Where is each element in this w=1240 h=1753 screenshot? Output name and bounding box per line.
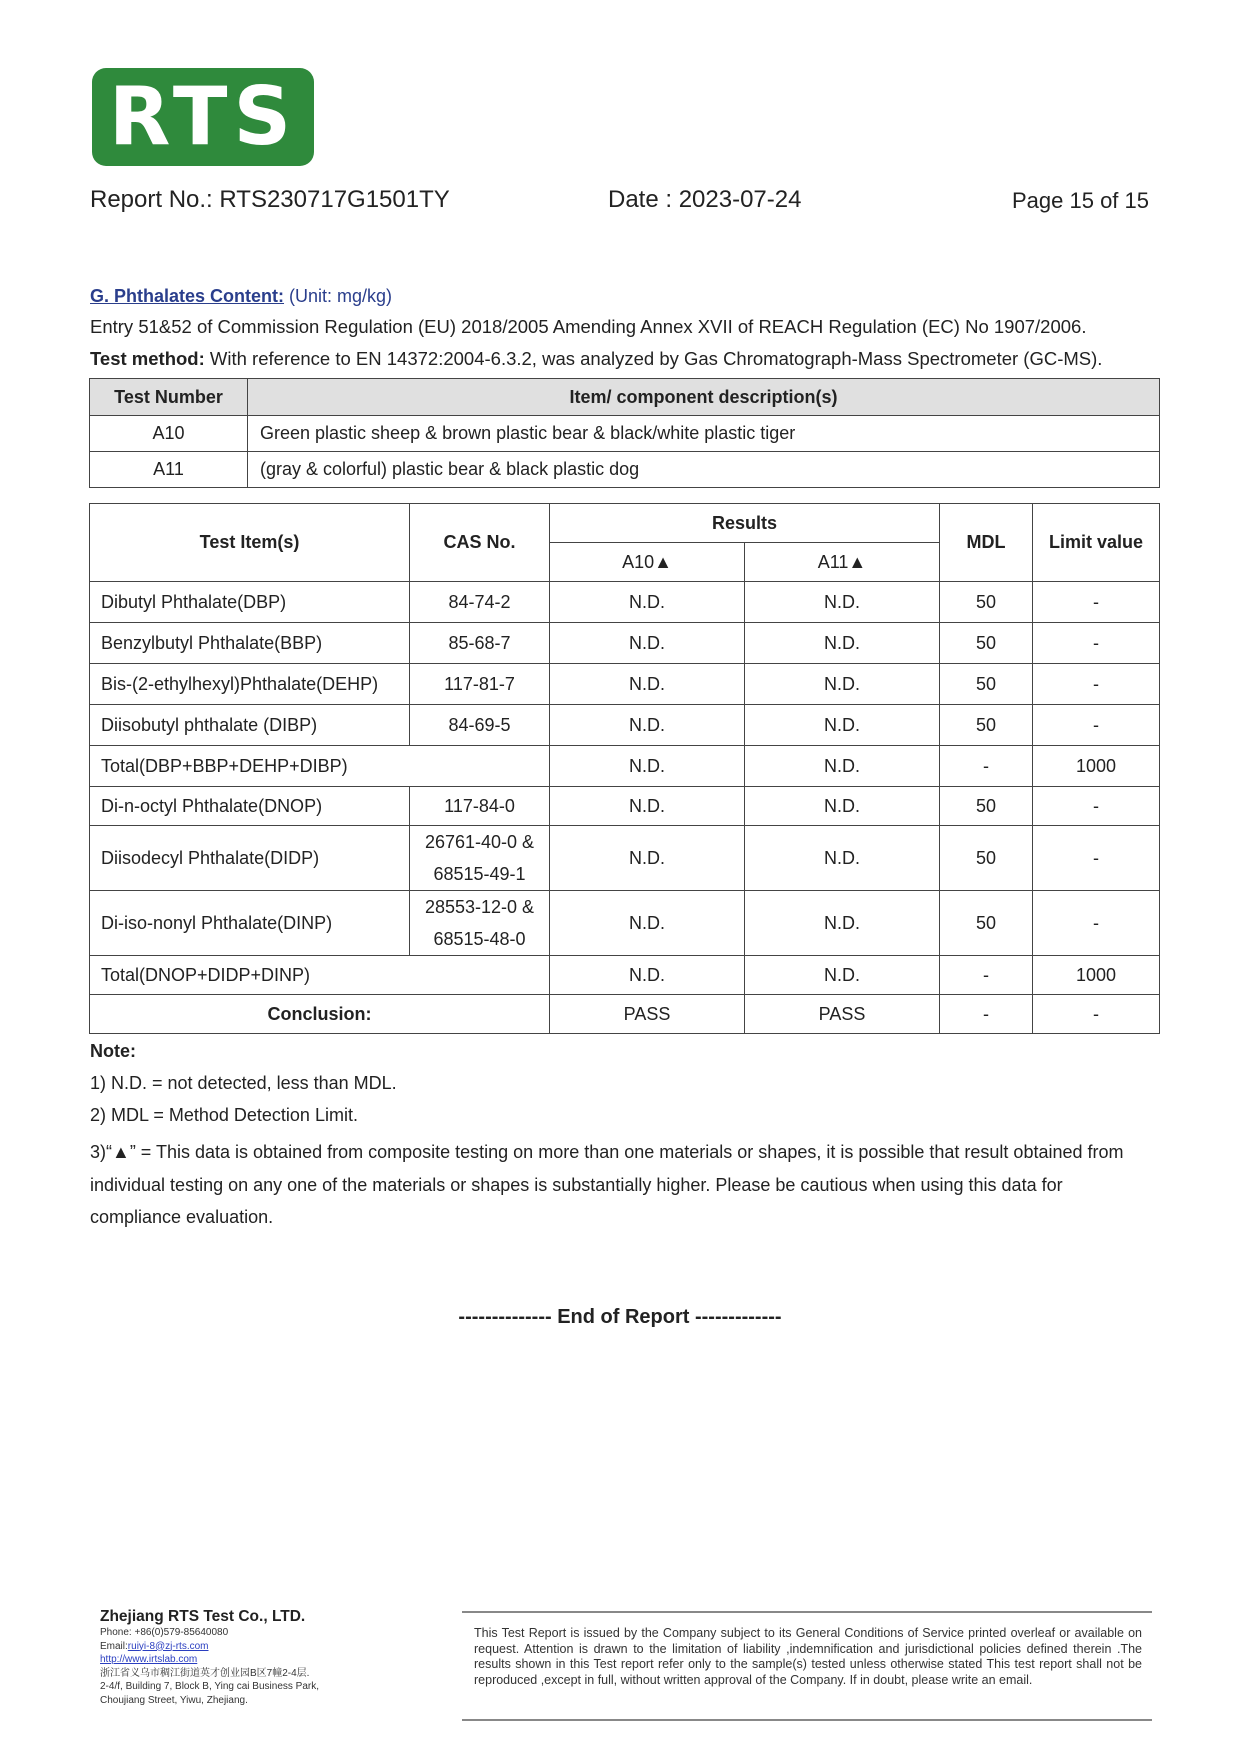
result-a11: N.D.: [745, 891, 940, 956]
section-unit: (Unit: mg/kg): [284, 286, 393, 306]
footer-company: Zhejiang RTS Test Co., LTD.: [100, 1608, 306, 1625]
limit-value: 1000: [1033, 956, 1160, 995]
sample-table: [89, 378, 1160, 488]
footer-website-link[interactable]: http://www.irtslab.com: [100, 1654, 198, 1665]
table-row: [90, 582, 1160, 623]
result-a10: N.D.: [550, 664, 745, 705]
mdl-value: 50: [940, 705, 1033, 746]
test-item: Benzylbutyl Phthalate(BBP): [90, 623, 410, 664]
limit-value: 1000: [1033, 746, 1160, 787]
conclusion-a11: PASS: [745, 995, 940, 1034]
result-a10: N.D.: [550, 956, 745, 995]
table-row: [90, 623, 1160, 664]
footer-email-link[interactable]: ruiyi-8@zj-rts.com: [127, 1640, 209, 1652]
header-sample-a10: A10▲: [550, 543, 745, 582]
result-a11: N.D.: [745, 956, 940, 995]
sample-number: A11: [90, 452, 248, 488]
test-item: Total(DNOP+DIDP+DINP): [90, 956, 550, 995]
mdl-value: 50: [940, 891, 1033, 956]
cas-number: 117-84-0: [410, 787, 550, 826]
cas-number-line1: 28553-12-0 &: [424, 897, 535, 917]
cas-number: 84-74-2: [410, 582, 550, 623]
note-title-text: Note:: [90, 1041, 136, 1061]
results-header-row: [90, 504, 1160, 543]
section-title: G. Phthalates Content:: [90, 286, 285, 306]
result-a10: N.D.: [550, 826, 745, 891]
header-item-description: Item/ component description(s): [248, 379, 1160, 416]
test-item: Diisobutyl phthalate (DIBP): [90, 705, 410, 746]
footer-top-rule: [462, 1611, 1152, 1613]
result-a11: N.D.: [745, 582, 940, 623]
limit-value: -: [1033, 582, 1160, 623]
limit-value: -: [1033, 891, 1160, 956]
result-a10: N.D.: [550, 705, 745, 746]
regulation-line: Entry 51&52 of Commission Regulation (EU) 2018/2005 Amending Annex XVII of REACH Regulation (EC) No 1907/2006.: [90, 316, 1087, 337]
test-item: Dibutyl Phthalate(DBP): [90, 582, 410, 623]
table-row: [90, 787, 1160, 826]
limit-value: -: [1033, 664, 1160, 705]
header-sample-a11: A11▲: [745, 543, 940, 582]
test-item: Diisodecyl Phthalate(DIDP): [90, 826, 410, 891]
mdl-value: 50: [940, 787, 1033, 826]
report-number: Report No.: RTS230717G1501TY: [90, 186, 450, 213]
result-a11: N.D.: [745, 746, 940, 787]
table-row-total: [90, 956, 1160, 995]
header-results: Results: [550, 504, 940, 543]
conclusion-a10: PASS: [550, 995, 745, 1034]
cas-number: [410, 826, 550, 891]
table-row: [90, 705, 1160, 746]
end-of-report: -------------- End of Report -------------: [458, 1306, 782, 1328]
result-a11: N.D.: [745, 705, 940, 746]
footer-contact: [100, 1608, 319, 1707]
header-test-items: Test Item(s): [90, 504, 410, 582]
header-mdl: MDL: [940, 504, 1033, 582]
section-heading: [90, 286, 392, 307]
limit-value: -: [1033, 826, 1160, 891]
footer-disclaimer: This Test Report is issued by the Company subject to its General Conditions of Service printed overleaf or available on request. Attention is drawn to the limitation of liability ,indemnification and jurisdictional policies defined therein .The results shown in this Test report refer only to the sample(s) tested unless otherwise stated This test report shall not be reproduced ,except in full, without written approval of the Company. If in doubt, please write an email.: [474, 1626, 1142, 1687]
note-1: 1) N.D. = not detected, less than MDL.: [90, 1073, 397, 1093]
footer-address-en-2: Choujiang Street, Yiwu, Zhejiang.: [100, 1694, 248, 1706]
test-method-text: With reference to EN 14372:2004-6.3.2, was analyzed by Gas Chromatograph-Mass Spectrometer (GC-MS).: [204, 348, 1103, 369]
test-method-label: Test method:: [90, 348, 205, 369]
result-a11: N.D.: [745, 787, 940, 826]
sample-description: Green plastic sheep & brown plastic bear & black/white plastic tiger: [248, 416, 1160, 452]
result-a10: N.D.: [550, 891, 745, 956]
cas-number: [410, 891, 550, 956]
limit-value: -: [1033, 787, 1160, 826]
mdl-value: -: [940, 746, 1033, 787]
mdl-value: -: [940, 956, 1033, 995]
results-table: [89, 503, 1160, 1034]
result-a10: N.D.: [550, 746, 745, 787]
page-number: Page 15 of 15: [1012, 188, 1150, 213]
table-row-total: [90, 746, 1160, 787]
sample-row: [90, 416, 1160, 452]
footer-email-label: Email:: [100, 1640, 128, 1652]
company-logo: [92, 68, 314, 166]
conclusion-row: [90, 995, 1160, 1034]
logo-text: RTS: [108, 70, 298, 163]
test-item: Di-n-octyl Phthalate(DNOP): [90, 787, 410, 826]
cas-number: 84-69-5: [410, 705, 550, 746]
conclusion-mdl: -: [940, 995, 1033, 1034]
note-title: [90, 1041, 136, 1062]
sample-header-row: [90, 379, 1160, 416]
sample-number: A10: [90, 416, 248, 452]
footer-bottom-rule: [462, 1719, 1152, 1721]
cas-number-line1: 26761-40-0 &: [424, 832, 535, 852]
mdl-value: 50: [940, 582, 1033, 623]
table-row: [90, 826, 1160, 891]
report-date: Date : 2023-07-24: [608, 186, 802, 213]
cas-number-line2: 68515-48-0: [433, 929, 526, 949]
cas-number: 117-81-7: [410, 664, 550, 705]
conclusion-label: Conclusion:: [90, 995, 550, 1034]
note-2: 2) MDL = Method Detection Limit.: [90, 1105, 358, 1125]
mdl-value: 50: [940, 623, 1033, 664]
test-item: Bis-(2-ethylhexyl)Phthalate(DEHP): [90, 664, 410, 705]
result-a11: N.D.: [745, 664, 940, 705]
footer-address-en-1: 2-4/f, Building 7, Block B, Ying cai Business Park,: [100, 1681, 319, 1692]
header-test-number: Test Number: [90, 379, 248, 416]
footer-address-cn: 浙江省义乌市稠江街道英才创业园B区7幢2-4层.: [100, 1667, 310, 1679]
note-3: 3)“▲” = This data is obtained from composite testing on more than one materials or shapes, it is possible that result obtained from individual testing on any one of the materials or shapes is substantially higher. Please be cautious when using this data for compliance evaluation.: [90, 1142, 1124, 1227]
test-item: Di-iso-nonyl Phthalate(DINP): [90, 891, 410, 956]
cas-number: 85-68-7: [410, 623, 550, 664]
result-a10: N.D.: [550, 582, 745, 623]
test-item: Total(DBP+BBP+DEHP+DIBP): [90, 746, 550, 787]
header-cas-no: CAS No.: [410, 504, 550, 582]
table-row: [90, 891, 1160, 956]
sample-row: [90, 452, 1160, 488]
result-a10: N.D.: [550, 623, 745, 664]
header-limit-value: Limit value: [1033, 504, 1160, 582]
test-method-line: [90, 348, 1102, 370]
mdl-value: 50: [940, 826, 1033, 891]
result-a10: N.D.: [550, 787, 745, 826]
result-a11: N.D.: [745, 623, 940, 664]
result-a11: N.D.: [745, 826, 940, 891]
sample-description: (gray & colorful) plastic bear & black plastic dog: [248, 452, 1160, 488]
limit-value: -: [1033, 705, 1160, 746]
footer-phone: Phone: +86(0)579-85640080: [100, 1627, 229, 1638]
limit-value: -: [1033, 623, 1160, 664]
mdl-value: 50: [940, 664, 1033, 705]
footer-email-line: [100, 1640, 319, 1654]
conclusion-limit: -: [1033, 995, 1160, 1034]
cas-number-line2: 68515-49-1: [433, 864, 526, 884]
table-row: [90, 664, 1160, 705]
